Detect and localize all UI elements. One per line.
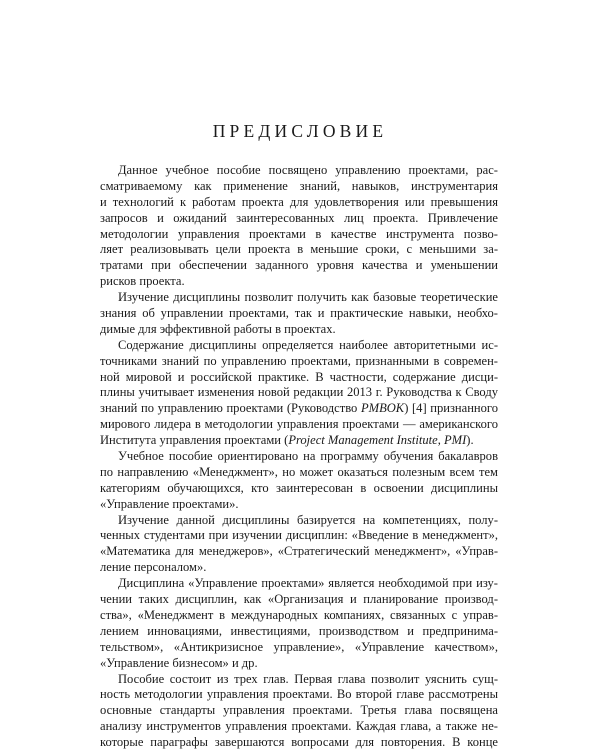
text-line: тельством», «Антикризисное управление», «Управление качеством»,	[100, 639, 498, 654]
text-line: Учебное пособие ориентировано на программу обучения бакалавров	[118, 449, 498, 464]
text-line: и технологий к работам проекта для удовлетворения или превышения	[100, 194, 498, 209]
text-line: Изучение данной дисциплины базируется на компетенциях, полу-	[118, 512, 498, 527]
text-line: категориям обучающихся, кто заинтересован в освоении дисциплины	[100, 480, 498, 495]
text-line: Дисциплина «Управление проектами» является необходимой при изу-	[118, 576, 498, 591]
text-line: «Математика для менеджеров», «Стратегический менеджмент», «Управ-	[100, 544, 498, 559]
text-line: ность методологии управления проектами. Во второй главе рассмотрены	[100, 687, 498, 702]
text-line: мирового лидера в методологии управления проектами — американского	[100, 417, 498, 432]
text-line: ченных студентами при изучении дисциплин: «Введение в менеджмент»,	[100, 528, 498, 543]
text-line: тратами при обеспечении заданного уровня качества и уменьшении	[100, 258, 498, 273]
text-line: которые параграфы завершаются вопросами для повторения. В конце	[100, 735, 498, 750]
text-line: анализу инструментов управления проектами. Каждая глава, а также не-	[100, 719, 498, 734]
text-line: димые для эффективной работы в проектах.	[100, 321, 336, 336]
text-line: «Управление проектами».	[100, 496, 239, 511]
text-line: лением инновациями, инвестициями, производством и предпринима-	[100, 623, 498, 638]
text-line: чении таких дисциплин, как «Организация и планирование производ-	[100, 592, 498, 607]
text-line: запросов и ожиданий заинтересованных лиц проекта. Привлечение	[100, 210, 498, 225]
text-line: точниками знаний по управлению проектами, признанными в современ-	[100, 353, 498, 368]
text-line: основные стандарты управления проектами. Третья глава посвящена	[100, 703, 498, 718]
page-title: ПРЕДИСЛОВИЕ	[212, 121, 388, 141]
text-line: Института управления проектами (Project Management Institute, PMI).	[100, 433, 474, 448]
text-line: сматриваемому как применение знаний, навыков, инструментария	[100, 178, 498, 193]
text-line: знаний по управлению проектами (Руководство PMBOK) [4] признанного	[100, 401, 498, 416]
text-line: ства», «Менеджмент в международных компаниях, связанных с управ-	[100, 607, 498, 622]
text-line: плины учитывает изменения новой редакции 2013 г. Руководства к Своду	[100, 385, 498, 400]
text-line: знания об управлении проектами, так и практические навыки, необхо-	[100, 306, 498, 321]
text-line: ной мировой и российской практике. В частности, содержание дисци-	[100, 369, 498, 384]
text-line: Изучение дисциплины позволит получить как базовые теоретические	[118, 290, 498, 305]
text-line: методологии управления проектами в качестве инструмента позво-	[100, 226, 498, 241]
text-line: по направлению «Менеджмент», но может оказаться полезным всем тем	[100, 464, 498, 479]
text-line: Данное учебное пособие посвящено управлению проектами, рас-	[118, 163, 498, 177]
text-line: ление персоналом».	[100, 560, 207, 575]
text-line: Содержание дисциплины определяется наиболее авторитетными ис-	[118, 337, 498, 352]
text-line: рисков проекта.	[100, 274, 185, 289]
text-line: Пособие состоит из трех глав. Первая глава позволит уяснить сущ-	[118, 671, 498, 686]
text-line: «Управление бизнесом» и др.	[100, 655, 258, 670]
text-line: ляет реализовывать цели проекта в меньшие сроки, с меньшими за-	[100, 242, 498, 257]
body-text	[100, 163, 498, 751]
